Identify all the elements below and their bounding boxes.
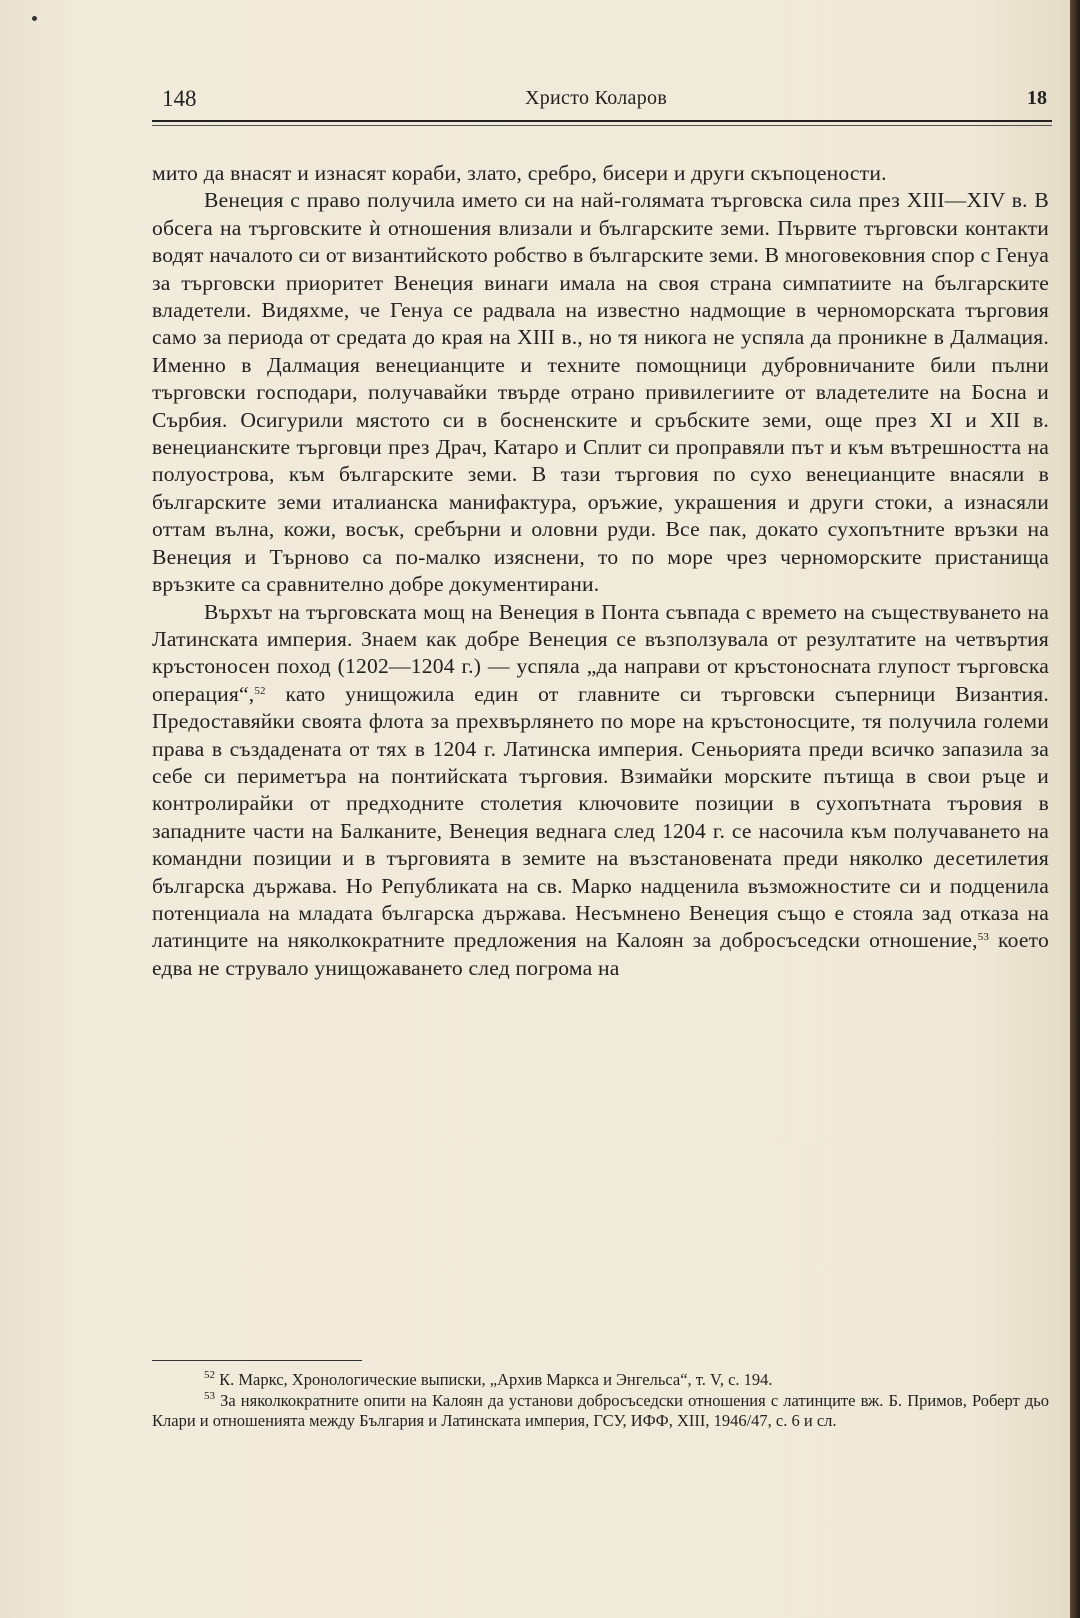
footnote-53-text: За няколкократните опити на Калоян да установи добросъседски отношения с латинците вж. Б. Примов, Роберт дьо Клари и отношенията между България и Латинската империя, ГСУ, ИФФ, XIII, 1946/47, с. 6 и сл. [152, 1390, 1049, 1430]
running-header [152, 86, 1052, 116]
paragraph-2: Венеция с право получила името си на най-голямата търговска сила през XIII—XIV в. В обсега на търговските ѝ отношения влизали и българските земи. Първите търговски контакти водят началото си от византийското робство в българските земи. В многовековния спор с Генуа за търговски приоритет Венеция винаги имала на своя страна симпатиите на българските владетели. Видяхме, че Генуа се радвала на известно надмощие в черноморската търговия само за периода от средата до края на XIII в., но тя никога не успяла да проникне в Далмация. Именно в Далмация венецианците и техните помощници дубровничаните били пълни търговски господари, получавайки твърде отрано привилегиите от владетелите на Босна и Сърбия. Осигурили мястото си в босненските и сръбските земи, още през XI и XII в. венецианските търговци през Драч, Катаро и Сплит си проправяли път и към вътрешността на полуострова, към българските земи. В тази търговия по сухо венецианците внасяли в българските земи италианска манифактура, оръжие, украшения и други стоки, а изнасяли оттам вълна, кожи, восък, сребърни и оловни руди. Все пак, докато сухопътните връзки на Венеция и Търново са по-малко изяснени, то по море чрез черноморските пристанища връзките са сравнително добре документирани. [152, 188, 1049, 597]
footnote-number-52: 52 [204, 1369, 215, 1381]
footnote-ref-52: 52 [254, 684, 266, 697]
footnote-ref-53: 53 [977, 931, 990, 944]
main-text [152, 160, 1049, 982]
printing-dot [32, 16, 37, 21]
page-number: 148 [162, 86, 197, 111]
footnote-rule [152, 1360, 362, 1361]
paragraph-3-part-b: като унищожила един от главните си търговски съперници Византия. Предоставяйки своята флота за прехвърлянето по море на кръстоносците, тя получила големи права в създадената от тях в 1204 г. Латинска империя. Сеньорията преди всичко запазила за себе си периметъра на понтийската търговия. Взимайки морските пътища в свои ръце и контролирайки от предходните столетия ключовите позиции в сухопътната търовия в западните части на Балканите, Венеция веднага след 1204 г. се насочила към получаването на командни позиции и в търговията в земите на възстановената преди няколко десетилетия българска държава. Но Републиката на св. Марко надценила възможностите си и подценила потенциала на младата българска държава. Несъмнено Венеция също е стояла зад отказа на латинците на няколкократните предложения на Калоян за добросъседски отношение, [152, 681, 1049, 953]
header-rule [152, 120, 1052, 122]
footnote-52 [152, 1370, 1049, 1391]
page-edge-shadow [1070, 0, 1080, 1618]
footnote-number-53: 53 [204, 1389, 215, 1402]
paragraph-3 [152, 599, 1049, 983]
signature-mark: 18 [1027, 87, 1047, 109]
footnotes [152, 1370, 1049, 1432]
paragraph-3-part-a: Върхът на търговската мощ на Венеция в Понта съвпада с времето на съществуването на Латинската империя. Знаем как добре Венеция се възползувала от резултатите на четвъртия кръстоносен поход (1202—1204 г.) — успяла „да направи от кръстоносната глупост търговска операция“, [152, 599, 1049, 706]
running-head-author: Христо Коларов [525, 87, 668, 109]
header-rule-thin [152, 125, 1052, 126]
paragraph-3-part-c: което едва не струвало унищожаването след погрома на [152, 928, 1049, 980]
paragraph-1: мито да внасят и изнасят кораби, злато, сребро, бисери и други скъпоцености. [152, 161, 887, 185]
footnote-52-text: К. Маркс, Хронологические выписки, „Архив Маркса и Энгельса“, т. V, с. 194. [215, 1370, 773, 1389]
footnote-53 [152, 1391, 1049, 1432]
